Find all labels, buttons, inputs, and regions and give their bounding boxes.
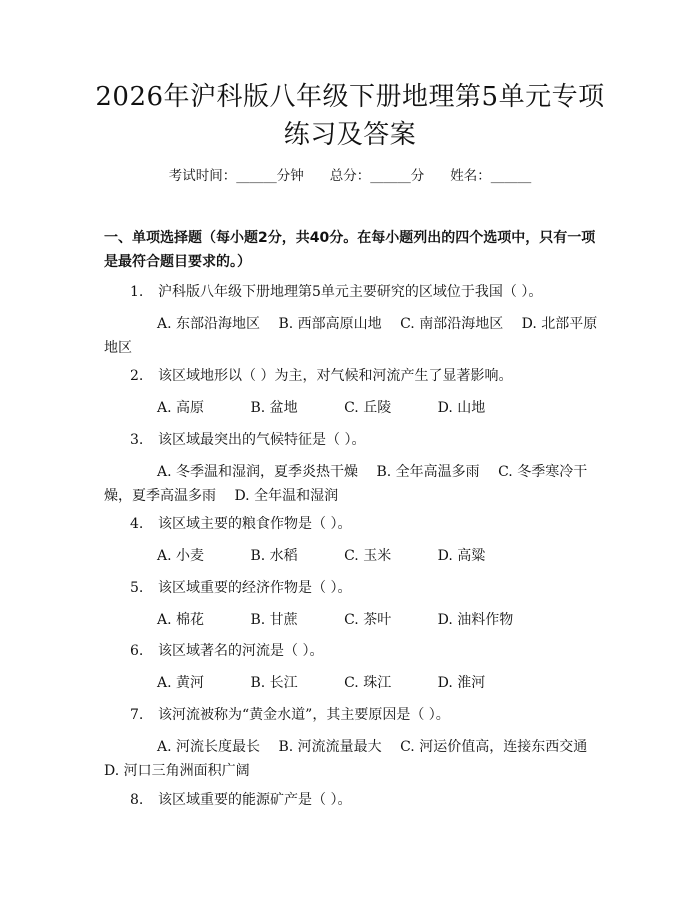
question-number: 3. bbox=[130, 432, 144, 448]
question-number: 2. bbox=[130, 368, 144, 384]
question-8 bbox=[130, 790, 600, 810]
question-text: 该区域重要的经济作物是（ ）。 bbox=[158, 580, 352, 596]
score-label: 总分： bbox=[329, 168, 371, 184]
time-unit: 分钟 bbox=[276, 168, 304, 184]
question-number: 4. bbox=[130, 516, 144, 532]
question-7 bbox=[130, 705, 600, 725]
question-1 bbox=[130, 282, 600, 302]
question-text: 该区域地形以（ ）为主，对气候和河流产生了显著影响。 bbox=[158, 368, 513, 384]
time-blank: ______ bbox=[236, 168, 277, 184]
question-4-options: A. 小麦 B. 水稻 C. 玉米 D. 高粱 bbox=[157, 548, 486, 564]
question-number: 1. bbox=[130, 284, 144, 300]
question-6-options: A. 黄河 B. 长江 C. 珠江 D. 淮河 bbox=[157, 675, 486, 691]
question-number: 7. bbox=[130, 707, 144, 723]
question-text: 该区域主要的粮食作物是（ ）。 bbox=[158, 516, 352, 532]
question-number: 6. bbox=[130, 643, 144, 659]
question-3-options: A. 冬季温和湿润，夏季炎热干燥 B. 全年高温多雨 C. 冬季寒冷干燥，夏季高温多雨 D. 全年温和湿润 bbox=[104, 464, 588, 504]
question-text: 该区域重要的能源矿产是（ ）。 bbox=[158, 792, 352, 808]
question-text: 该区域最突出的气候特征是（ ）。 bbox=[158, 432, 366, 448]
section-heading: 一、单项选择题（每小题2分，共40分。在每小题列出的四个选项中，只有一项是最符合题目要求的。） bbox=[104, 230, 596, 270]
name-label: 姓名： bbox=[450, 168, 491, 184]
question-6 bbox=[130, 641, 600, 661]
question-text: 该河流被称为“黄金水道”，其主要原因是（ ）。 bbox=[158, 707, 450, 723]
time-label: 考试时间： bbox=[168, 168, 237, 184]
document-title bbox=[80, 78, 620, 154]
title-line-2: 练习及答案 bbox=[283, 120, 417, 150]
question-2 bbox=[130, 366, 600, 386]
exam-info-line bbox=[0, 166, 700, 186]
question-text: 沪科版八年级下册地理第5单元主要研究的区域位于我国（ ）。 bbox=[158, 284, 543, 300]
question-number: 8. bbox=[130, 792, 144, 808]
title-line-1: 2026年沪科版八年级下册地理第5单元专项 bbox=[95, 82, 605, 112]
score-blank: ______ bbox=[370, 168, 411, 184]
question-number: 5. bbox=[130, 580, 144, 596]
question-5-options: A. 棉花 B. 甘蔗 C. 茶叶 D. 油料作物 bbox=[157, 612, 514, 628]
score-unit: 分 bbox=[410, 168, 425, 184]
question-5 bbox=[130, 578, 600, 598]
question-2-options: A. 高原 B. 盆地 C. 丘陵 D. 山地 bbox=[157, 400, 486, 416]
question-7-options: A. 河流长度最长 B. 河流流量最大 C. 河运价值高，连接东西交通 D. 河口三角洲面积广阔 bbox=[104, 739, 606, 779]
question-3 bbox=[130, 430, 600, 450]
name-blank: ______ bbox=[490, 168, 532, 184]
question-1-options: A. 东部沿海地区 B. 西部高原山地 C. 南部沿海地区 D. 北部平原地区 bbox=[104, 316, 598, 356]
question-4 bbox=[130, 514, 600, 534]
question-text: 该区域著名的河流是（ ）。 bbox=[158, 643, 324, 659]
